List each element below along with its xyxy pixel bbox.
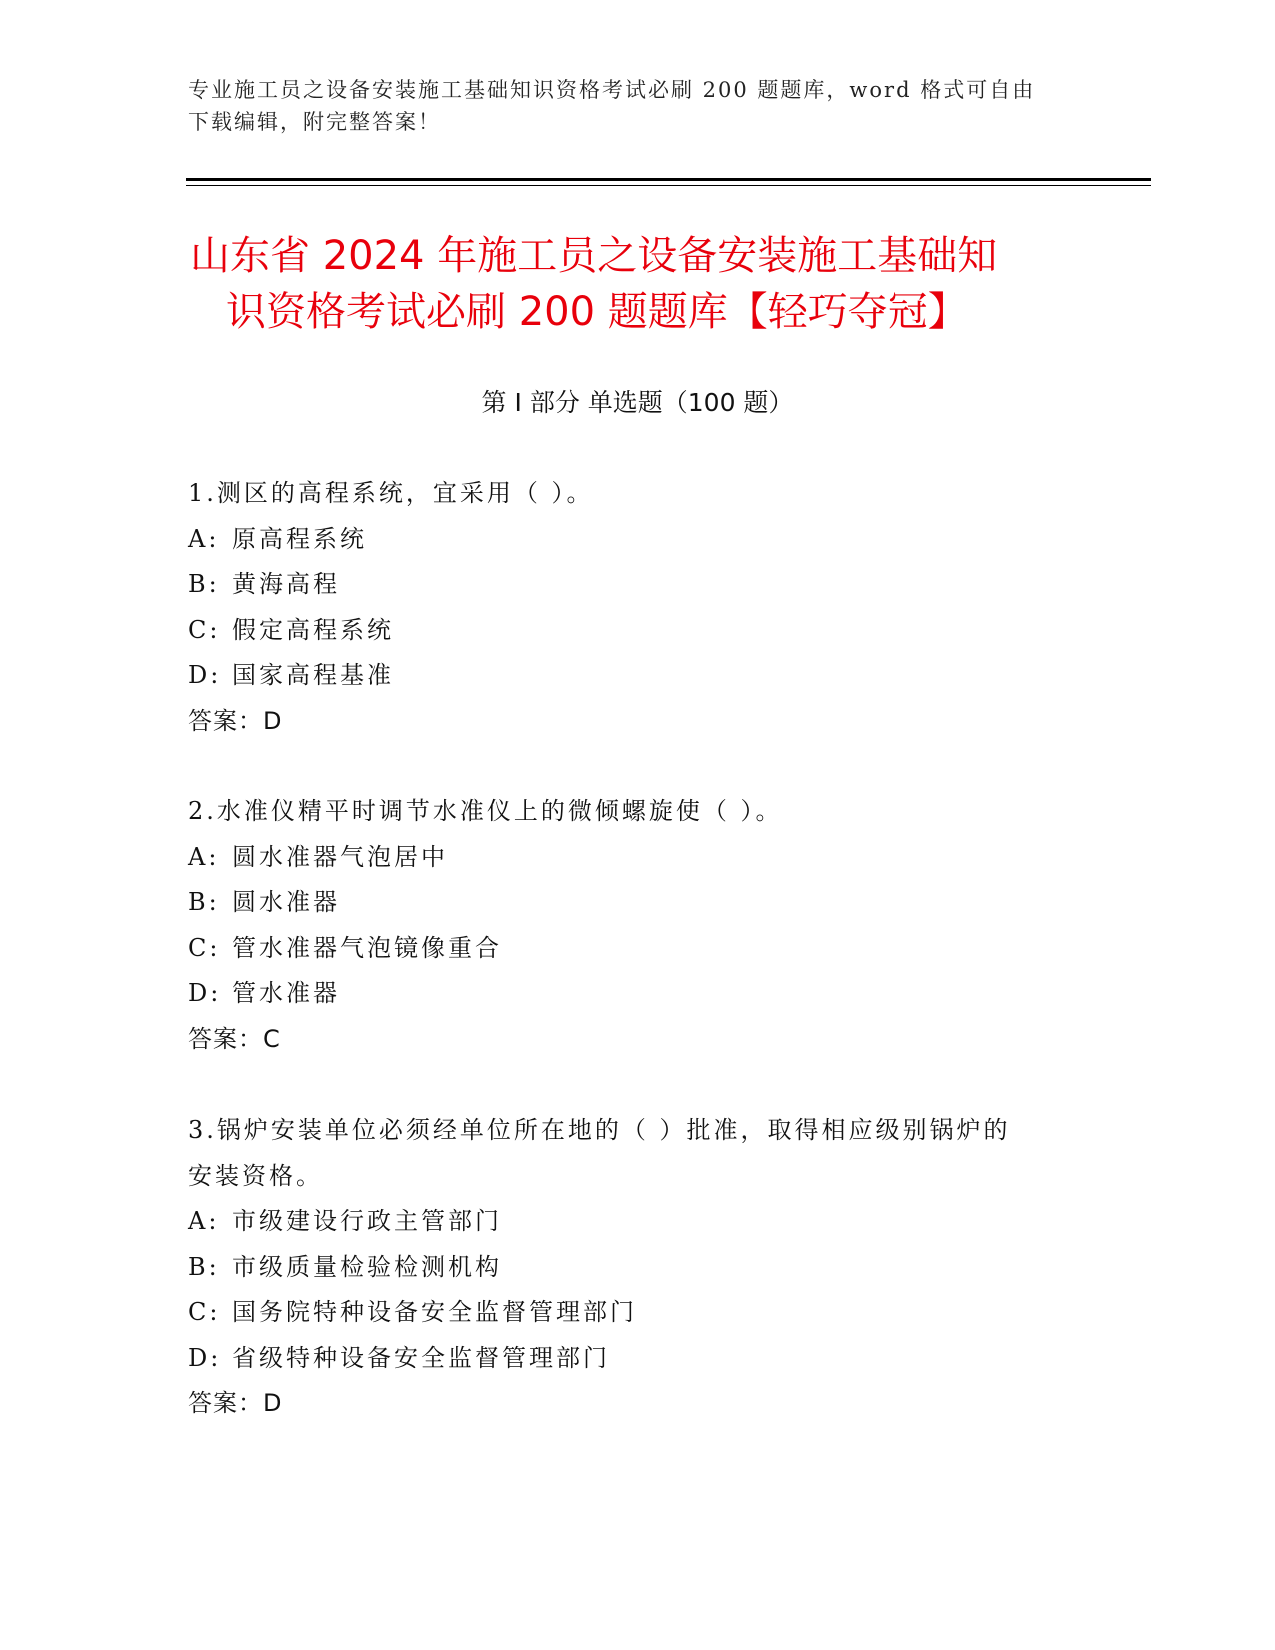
option-text: 假定高程系统 bbox=[232, 615, 394, 644]
option-letter: C: bbox=[188, 1298, 221, 1326]
question-3 bbox=[188, 1108, 1088, 1427]
answer: 答案：C bbox=[188, 1024, 281, 1053]
option-letter: D: bbox=[188, 979, 222, 1007]
section-heading: 第 I 部分 单选题（100 题） bbox=[481, 388, 794, 417]
question-stem-line-2: 安装资格。 bbox=[188, 1161, 323, 1190]
option-b bbox=[188, 562, 1088, 608]
question-stem: 2.水准仪精平时调节水准仪上的微倾螺旋使（ ）。 bbox=[188, 797, 783, 825]
option-d bbox=[188, 653, 1088, 699]
option-d bbox=[188, 1336, 1088, 1382]
option-text: 市级质量检验检测机构 bbox=[232, 1252, 502, 1281]
option-text: 市级建设行政主管部门 bbox=[232, 1207, 502, 1235]
option-d bbox=[188, 971, 1088, 1017]
option-a bbox=[188, 835, 1088, 881]
option-letter: B: bbox=[188, 570, 220, 598]
option-letter: C: bbox=[188, 933, 221, 962]
document-title bbox=[190, 228, 1090, 340]
answer: 答案：D bbox=[188, 1389, 283, 1417]
header-note bbox=[188, 74, 1088, 138]
header-rule-thick bbox=[186, 178, 1151, 181]
option-letter: D: bbox=[188, 661, 222, 689]
header-note-line-2: 下载编辑，附完整答案！ bbox=[188, 110, 441, 134]
header-rule-thin bbox=[186, 185, 1151, 186]
question-stem: 1.测区的高程系统，宜采用（ ）。 bbox=[188, 479, 594, 507]
header-note-line-1: 专业施工员之设备安装施工基础知识资格考试必刷 200 题题库，word 格式可自由 bbox=[188, 78, 1036, 102]
answer: 答案：D bbox=[188, 706, 283, 735]
option-text: 黄海高程 bbox=[232, 570, 340, 598]
option-b bbox=[188, 1245, 1088, 1291]
option-c bbox=[188, 1290, 1088, 1336]
question-1 bbox=[188, 471, 1088, 744]
option-text: 国务院特种设备安全监督管理部门 bbox=[232, 1298, 637, 1326]
option-text: 国家高程基准 bbox=[232, 661, 394, 689]
option-letter: C: bbox=[188, 615, 221, 644]
option-c bbox=[188, 608, 1088, 654]
option-letter: B: bbox=[188, 888, 220, 916]
option-letter: D: bbox=[188, 1343, 222, 1372]
option-text: 原高程系统 bbox=[232, 524, 367, 553]
option-letter: B: bbox=[188, 1252, 220, 1281]
option-a bbox=[188, 517, 1088, 563]
option-text: 圆水准器 bbox=[232, 888, 340, 916]
option-text: 管水准器气泡镜像重合 bbox=[232, 933, 502, 962]
question-2 bbox=[188, 789, 1088, 1062]
option-letter: A: bbox=[188, 842, 220, 871]
document-title-line-2: 识资格考试必刷 200 题题库【轻巧夺冠】 bbox=[226, 289, 968, 335]
option-text: 省级特种设备安全监督管理部门 bbox=[232, 1343, 610, 1372]
option-letter: A: bbox=[188, 524, 220, 553]
option-a bbox=[188, 1199, 1088, 1245]
question-stem-line-1: 3.锅炉安装单位必须经单位所在地的（ ）批准，取得相应级别锅炉的 bbox=[188, 1116, 1011, 1144]
option-text: 管水准器 bbox=[232, 979, 340, 1007]
option-b bbox=[188, 880, 1088, 926]
option-c bbox=[188, 926, 1088, 972]
document-title-line-1: 山东省 2024 年施工员之设备安装施工基础知 bbox=[190, 233, 998, 279]
option-text: 圆水准器气泡居中 bbox=[232, 842, 448, 871]
option-letter: A: bbox=[188, 1207, 220, 1235]
